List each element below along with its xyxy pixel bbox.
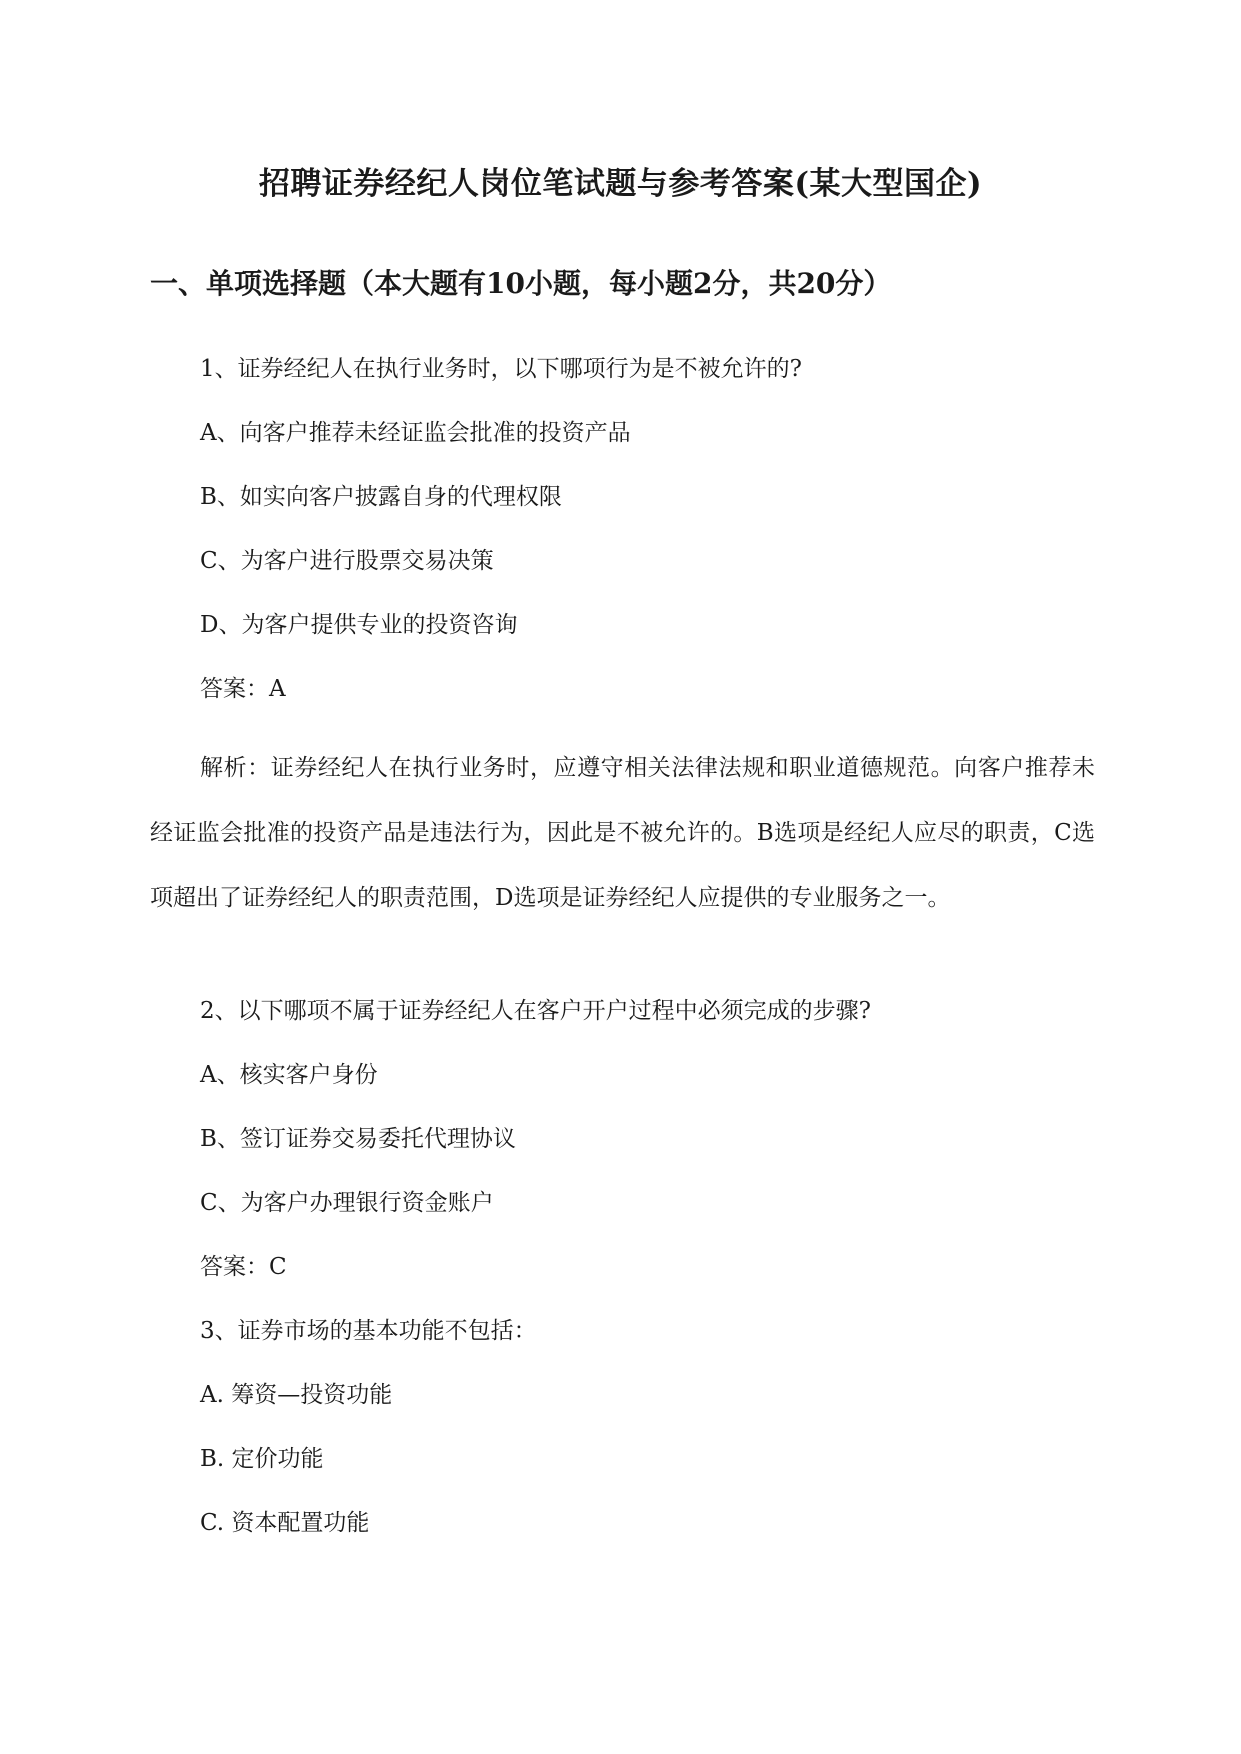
question-2-answer: 答案：C (200, 1254, 287, 1280)
question-2-option-b: B、签订证券交易委托代理协议 (200, 1126, 516, 1152)
question-2-stem: 2、以下哪项不属于证券经纪人在客户开户过程中必须完成的步骤? (200, 998, 871, 1024)
question-3-option-b: B. 定价功能 (200, 1446, 324, 1472)
question-1-answer: 答案：A (200, 676, 286, 702)
question-1-option-c: C、为客户进行股票交易决策 (200, 548, 494, 574)
question-2-option-c: C、为客户办理银行资金账户 (200, 1190, 494, 1216)
document-title: 招聘证券经纪人岗位笔试题与参考答案(某大型国企) (258, 166, 983, 202)
question-1-option-d: D、为客户提供专业的投资咨询 (200, 612, 518, 638)
question-1-stem: 1、证券经纪人在执行业务时，以下哪项行为是不被允许的? (200, 356, 802, 382)
question-3-stem: 3、证券市场的基本功能不包括： (200, 1318, 537, 1344)
question-1-option-a: A、向客户推荐未经证监会批准的投资产品 (200, 420, 631, 446)
section-heading: 一、单项选择题（本大题有10小题，每小题2分，共20分） (150, 267, 892, 300)
question-2-option-a: A、核实客户身份 (200, 1062, 378, 1088)
question-1-option-b: B、如实向客户披露自身的代理权限 (200, 484, 562, 510)
question-1-analysis: 解析：证券经纪人在执行业务时，应遵守相关法律法规和职业道德规范。向客户推荐未经证监会批准的投资产品是违法行为，因此是不被允许的。B选项是经纪人应尽的职责，C选项超出了证券经纪人的职责范围，D选项是证券经纪人应提供的专业服务之一。 (150, 755, 1095, 911)
question-3-option-c: C. 资本配置功能 (200, 1510, 370, 1536)
question-3-option-a: A. 筹资—投资功能 (200, 1382, 393, 1408)
